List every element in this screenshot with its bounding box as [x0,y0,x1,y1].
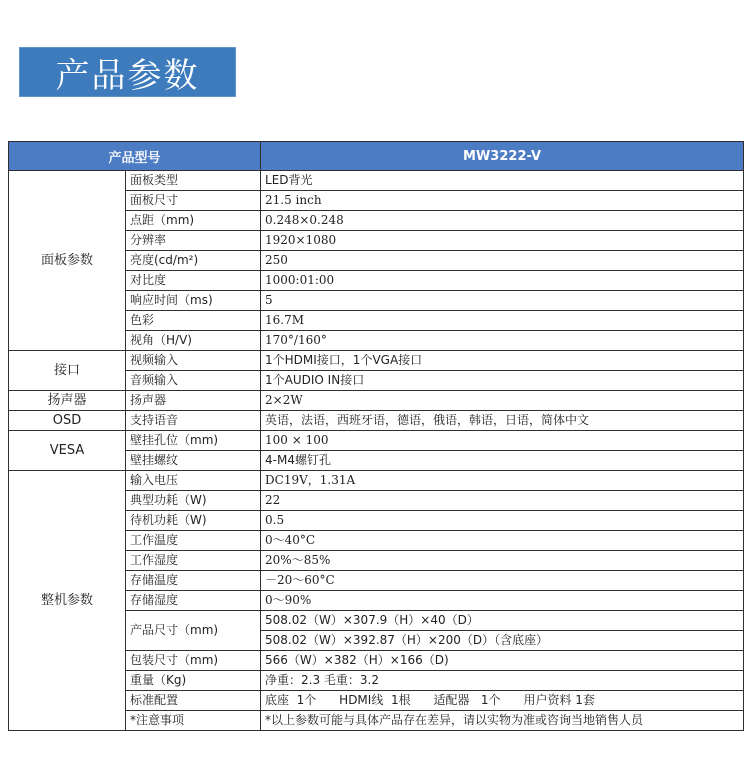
table-row [9,411,744,431]
page-title: 产品参数 [55,55,200,96]
param-name: 音频输入 [126,371,261,391]
param-value: －20～60°C [261,571,744,591]
param-value: 566（W）×382（H）×166（D) [261,651,744,671]
param-value: 英语，法语，西班牙语，德语，俄语，韩语，日语，简体中文 [261,411,744,431]
param-value: 100 × 100 [261,431,744,451]
model-label: 产品型号 [9,142,261,171]
table-header-row [9,142,744,171]
table-row [9,471,744,491]
param-value: 5 [261,291,744,311]
param-value: 170°/160° [261,331,744,351]
param-value: 2×2W [261,391,744,411]
table-row [9,351,744,371]
group-osd: OSD [9,411,126,431]
param-value: 508.02（W）×392.87（H）×200（D）（含底座） [261,631,744,651]
param-value: LED背光 [261,171,744,191]
param-value: *以上参数可能与具体产品存在差异，请以实物为准或咨询当地销售人员 [261,711,744,731]
param-name: 点距（mm) [126,211,261,231]
param-name: 输入电压 [126,471,261,491]
param-value: 16.7M [261,311,744,331]
param-name: 分辨率 [126,231,261,251]
group-machine: 整机参数 [9,471,126,731]
param-name: 标准配置 [126,691,261,711]
param-value: 0～90% [261,591,744,611]
param-value: 250 [261,251,744,271]
param-value: 22 [261,491,744,511]
param-value: 1920×1080 [261,231,744,251]
param-name: 亮度(cd/m²) [126,251,261,271]
param-name: 对比度 [126,271,261,291]
param-value: 1个HDMI接口，1个VGA接口 [261,351,744,371]
param-name: 包装尺寸（mm) [126,651,261,671]
param-name: 响应时间（ms) [126,291,261,311]
param-value: 0.248×0.248 [261,211,744,231]
group-vesa: VESA [9,431,126,471]
param-name: 待机功耗（W) [126,511,261,531]
param-name: 视频输入 [126,351,261,371]
param-value: DC19V，1.31A [261,471,744,491]
group-panel: 面板参数 [9,171,126,351]
param-name: 典型功耗（W) [126,491,261,511]
param-name: 工作温度 [126,531,261,551]
param-name: *注意事项 [126,711,261,731]
param-name: 工作湿度 [126,551,261,571]
param-value: 0～40°C [261,531,744,551]
param-value: 0.5 [261,511,744,531]
param-value: 21.5 inch [261,191,744,211]
param-name: 色彩 [126,311,261,331]
param-name: 壁挂螺纹 [126,451,261,471]
param-name: 视角（H/V) [126,331,261,351]
param-name: 产品尺寸（mm) [126,611,261,651]
param-value: 1000:01:00 [261,271,744,291]
group-interface: 接口 [9,351,126,391]
param-name: 面板尺寸 [126,191,261,211]
param-name: 存储湿度 [126,591,261,611]
table-row [9,171,744,191]
group-speaker: 扬声器 [9,391,126,411]
param-name: 面板类型 [126,171,261,191]
section-title-box [19,47,236,97]
param-name: 重量（Kg) [126,671,261,691]
param-value: 20%～85% [261,551,744,571]
param-value: 净重：2.3 毛重：3.2 [261,671,744,691]
param-value: 底座 1个 HDMI线 1根 适配器 1个 用户资料 1套 [261,691,744,711]
param-name: 支持语音 [126,411,261,431]
param-value: 508.02（W）×307.9（H）×40（D） [261,611,744,631]
spec-table [8,141,744,731]
param-name: 壁挂孔位（mm) [126,431,261,451]
table-row [9,391,744,411]
param-value: 4-M4螺钉孔 [261,451,744,471]
model-value: MW3222-V [261,142,744,171]
table-row [9,431,744,451]
param-name: 扬声器 [126,391,261,411]
param-value: 1个AUDIO IN接口 [261,371,744,391]
param-name: 存储温度 [126,571,261,591]
